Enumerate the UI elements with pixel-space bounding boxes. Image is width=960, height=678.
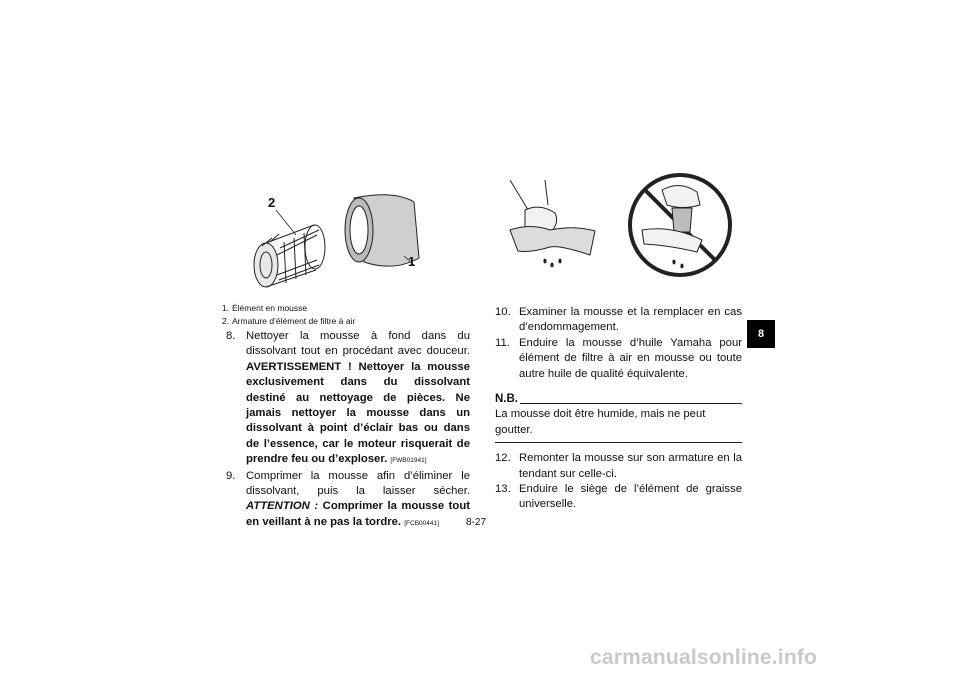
- step-9: 9. Comprimer la mousse afin d’éliminer le dissolvant, puis la laisser sécher. ATTENTION : Comprimer la mousse tout en veillant à ne pas la tordre. [FCB00441]: [226, 469, 470, 528]
- note-rule: [520, 403, 742, 404]
- callout-label-2: 2: [268, 195, 276, 210]
- note-block: [495, 392, 742, 443]
- note-text: La mousse doit être humide, mais ne peut goutter.: [495, 408, 706, 436]
- left-text-column: [226, 329, 470, 531]
- figure-caption-list: [222, 302, 482, 328]
- callout-label-1: 1: [408, 254, 416, 269]
- attention-label: ATTENTION :: [246, 500, 319, 513]
- caption-item: 1. Élément en mousse: [222, 303, 308, 313]
- chapter-tab: 8: [747, 320, 775, 348]
- attention-text: Comprimer la mousse tout en veillant à ne pas la tordre.: [246, 500, 470, 528]
- reference-code: [FCB00441]: [404, 519, 439, 527]
- note-label: N.B.: [495, 393, 518, 406]
- water-drops: [543, 259, 561, 268]
- step-12: 12. Remonter la mousse sur son armature en la tendant sur celle-ci.: [495, 452, 742, 480]
- note-end-rule: [495, 442, 742, 443]
- warning-text: AVERTISSEMENT ! Nettoyer la mousse exclusivement dans du dissolvant destiné au nettoyage de pièces. Ne jamais nettoyer la mousse dans un dissolvant à point d’éclair bas ou dans de l’essence, car le moteur risquerait de prendre feu ou d’exploser.: [246, 360, 470, 466]
- step-13: 13. Enduire le siège de l’élément de graisse universelle.: [495, 483, 742, 511]
- watermark: carmanualsonline.info: [590, 646, 818, 669]
- reference-code: [FWB01941]: [390, 457, 427, 465]
- squeeze-foam-illustration: [500, 175, 605, 275]
- page-number: 8-27: [466, 517, 487, 528]
- twist-prohibited-illustration: [612, 170, 747, 280]
- step-10: 10. Examiner la mousse et la remplacer en cas d’endommagement.: [495, 306, 742, 334]
- step-11: 11. Enduire la mousse d’huile Yamaha pour élément de filtre à air en mousse ou toute autre huile de qualité équivalente.: [495, 336, 742, 380]
- caption-item: 2. Armature d’élément de filtre à air: [222, 316, 356, 326]
- right-text-column: [495, 305, 742, 513]
- filter-frame-drawing: [254, 225, 325, 287]
- step-8: 8. Nettoyer la mousse à fond dans du dissolvant tout en procédant avec douceur. AVERTISSEMENT ! Nettoyer la mousse exclusivement dans du dissolvant destiné au nettoyage de pièces. Ne jamais nettoyer la mousse dans un dissolvant à point d’éclair bas ou dans de l’essence, car le moteur risquerait de prendre feu ou d’exploser. [FWB01941]: [226, 330, 470, 466]
